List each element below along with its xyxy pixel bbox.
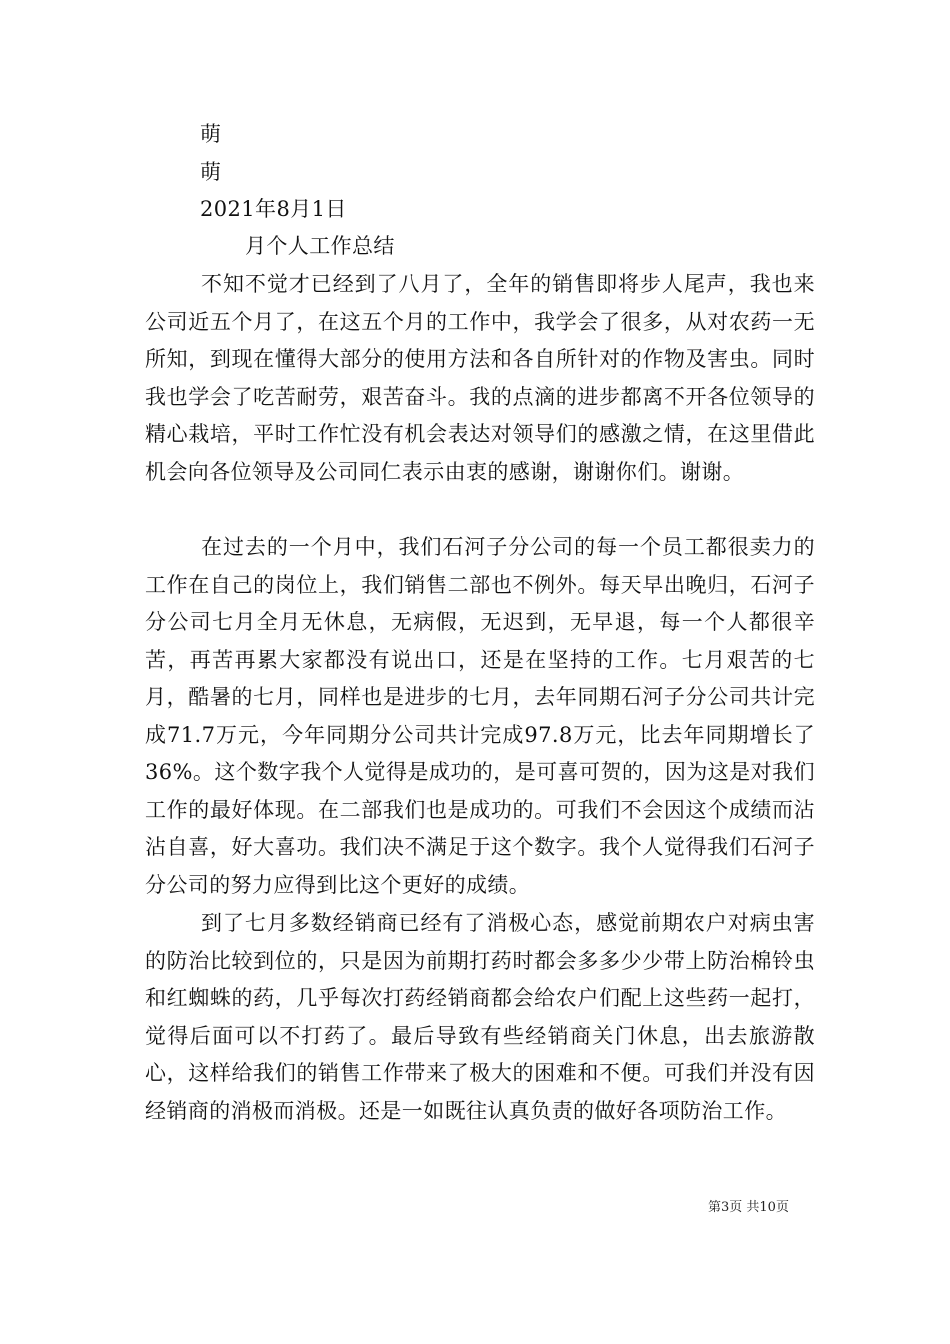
header-line-2: 萌 [200,159,222,184]
paragraph-3: 到了七月多数经销商已经有了消极心态，感觉前期农户对病虫害的防治比较到位的，只是因为前期打药时都会多多少少带上防治棉铃虫和红蜘蛛的药，几乎每次打药经销商都会给农户们配上这些药一起打，觉得后面可以不打药了。最后导致有些经销商关门休息，出去旅游散心，这样给我们的销售工作带来了极大的困难和不便。可我们并没有因经销商的消极而消极。还是一如既往认真负责的做好各项防治工作。 [145,911,815,1123]
document-header [200,116,600,229]
paragraph-1: 不知不觉才已经到了八月了，全年的销售即将步人尾声，我也来公司近五个月了，在这五个月的工作中，我学会了很多，从对农药一无所知，到现在懂得大部分的使用方法和各自所针对的作物及害虫。同时我也学会了吃苦耐劳，艰苦奋斗。我的点滴的进步都离不开各位领导的精心栽培，平时工作忙没有机会表达对领导们的感激之情，在这里借此机会向各位领导及公司同仁表示由衷的感谢，谢谢你们。谢谢。 [145,272,815,484]
page-number-footer: 第3页 共10页 [708,1200,789,1215]
document-title: 月个人工作总结 [245,234,395,258]
header-date: 2021年8月1日 [200,197,347,221]
header-line-1: 萌 [200,122,222,146]
paragraph-2: 在过去的一个月中，我们石河子分公司的每一个员工都很卖力的工作在自己的岗位上，我们销售二部也不例外。每天早出晚归，石河子分公司七月全月无休息，无病假，无迟到，无早退，每一个人都很辛苦，再苦再累大家都没有说出口，还是在坚持的工作。七月艰苦的七月，酷暑的七月，同样也是进步的七月，去年同期石河子分公司共计完成71.7万元，今年同期分公司共计完成97.8万元，比去年同期增长了36%。这个数字我个人觉得是成功的，是可喜可贺的，因为这是对我们工作的最好体现。在二部我们也是成功的。可我们不会因这个成绩而沾沾自喜，好大喜功。我们决不满足于这个数字。我个人觉得我们石河子分公司的努力应得到比这个更好的成绩。 [145,535,815,897]
